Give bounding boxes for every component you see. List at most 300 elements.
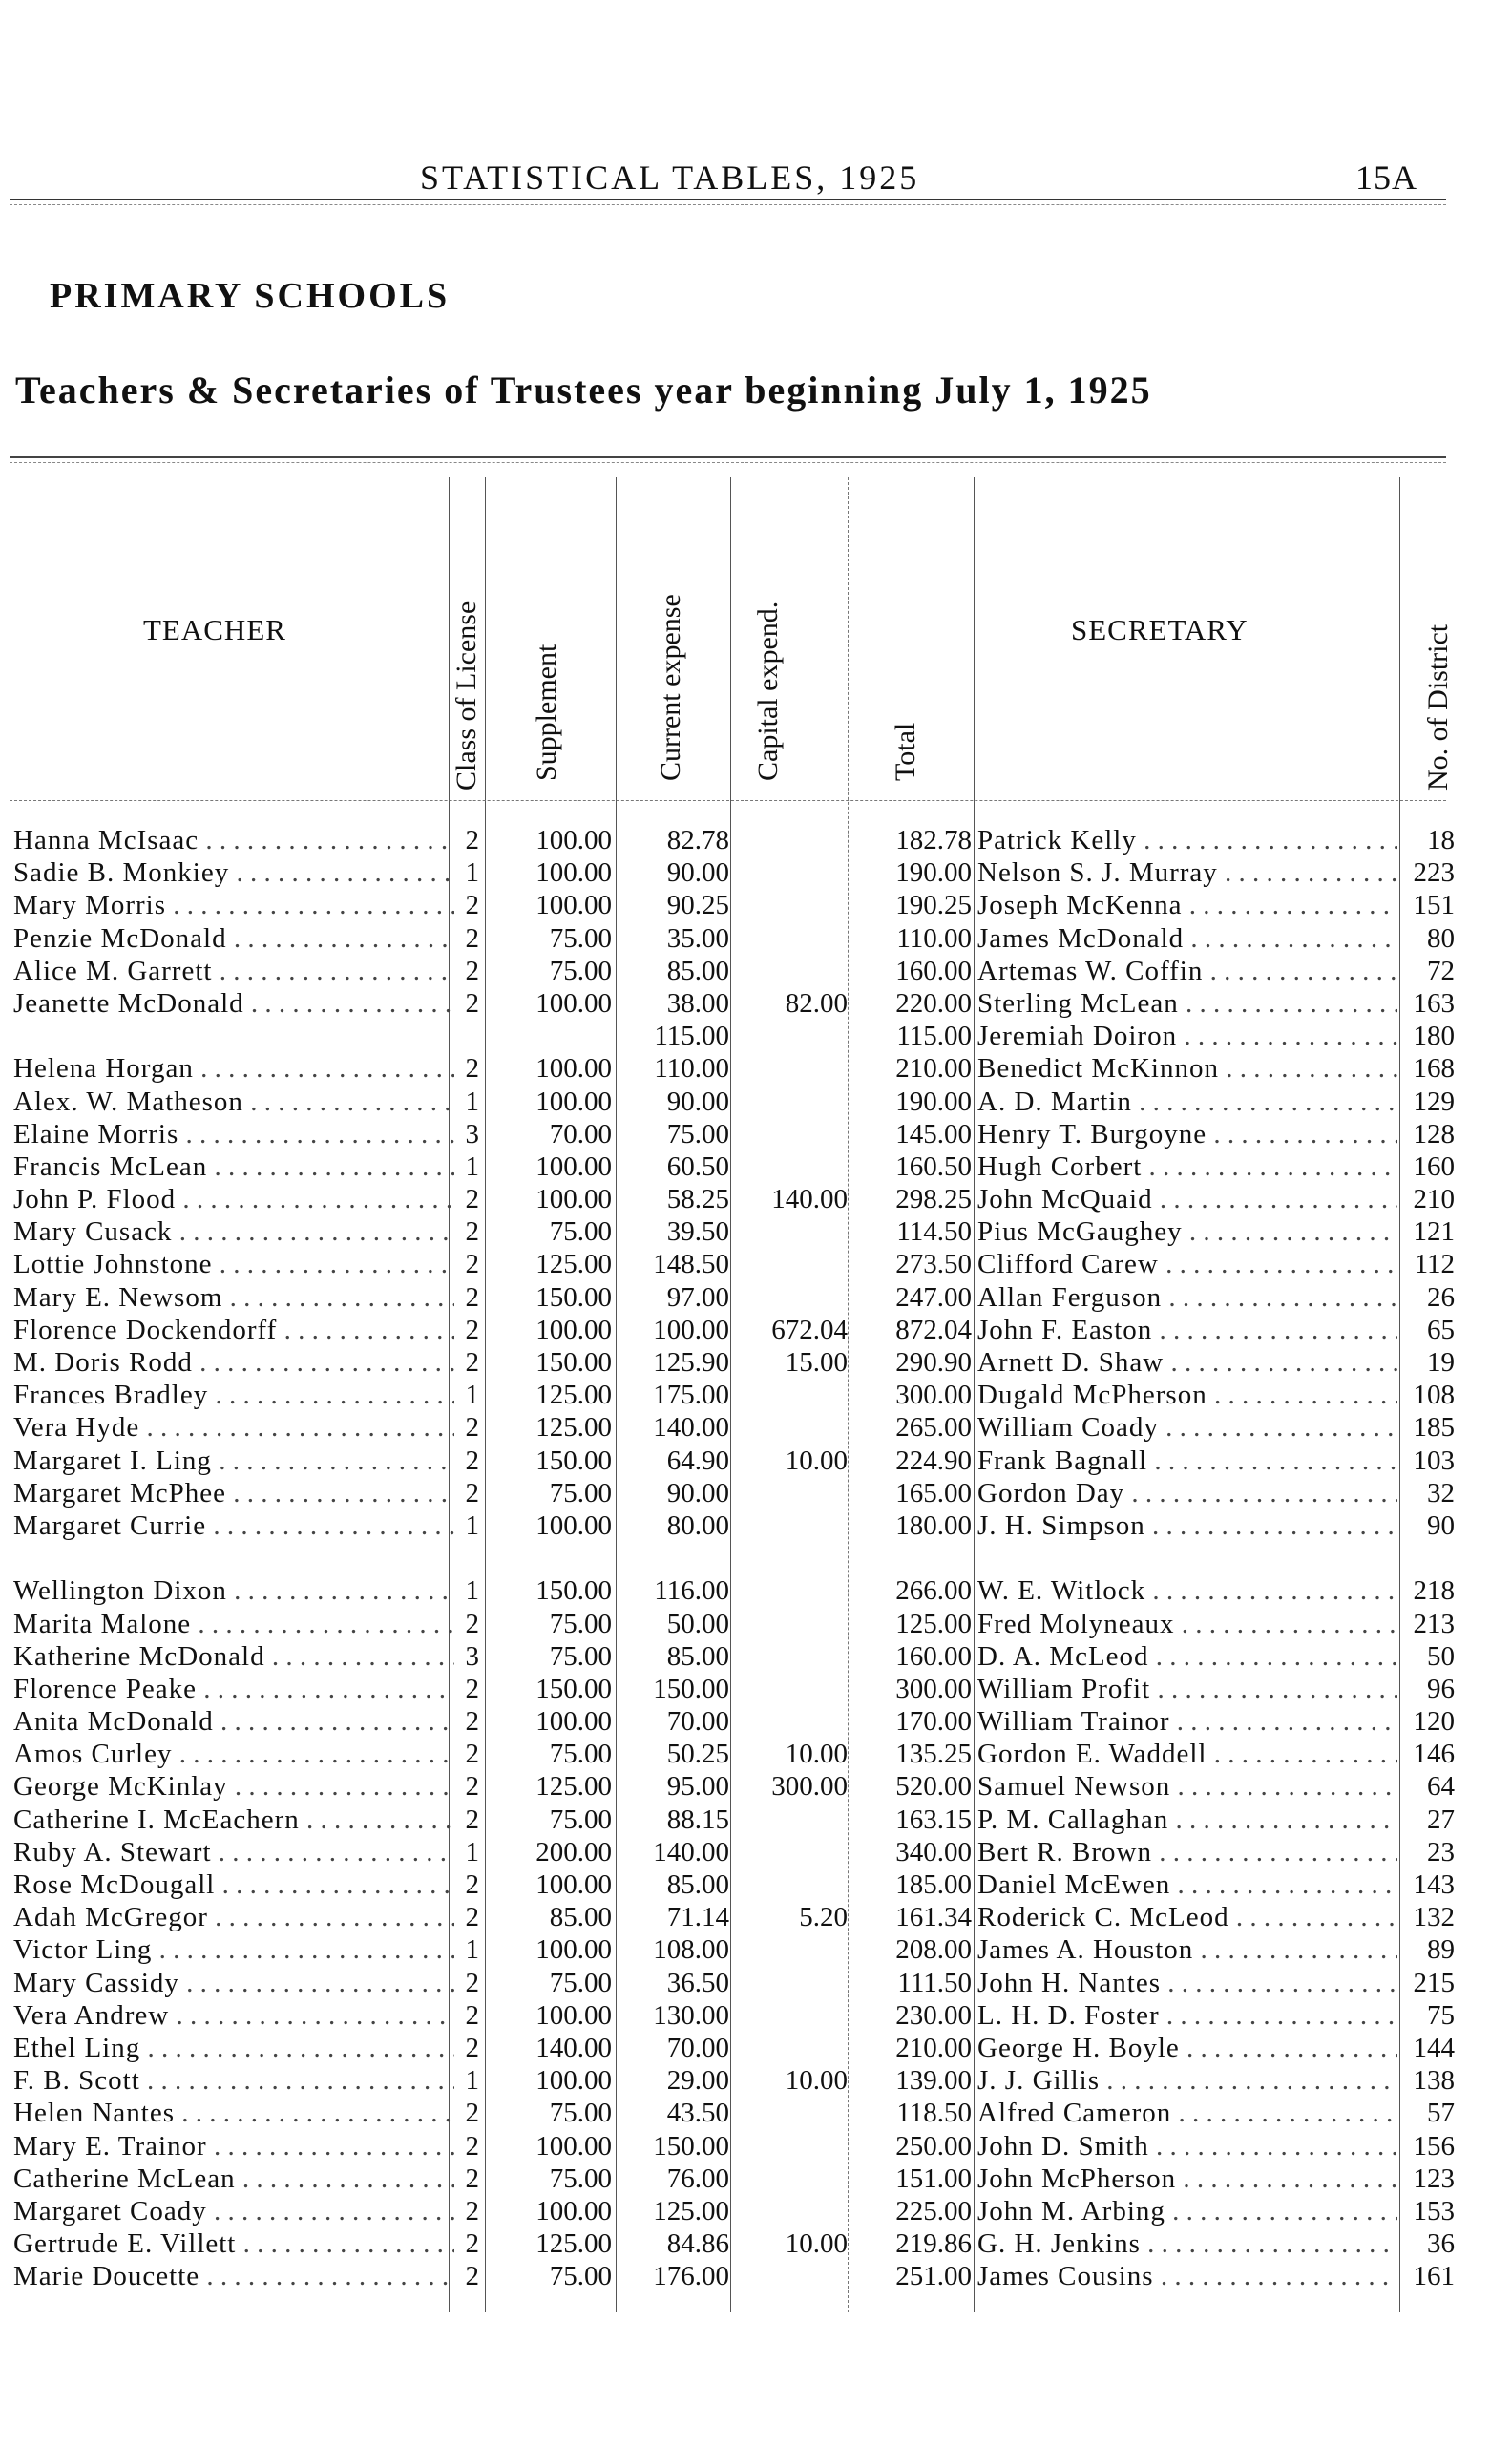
- total: 266.00: [895, 1575, 972, 1607]
- running-title: STATISTICAL TABLES, 1925: [420, 158, 920, 197]
- district-number: 129: [1413, 1086, 1455, 1117]
- total: 170.00: [895, 1706, 972, 1738]
- class-of-license: 1: [465, 1380, 479, 1411]
- teacher-name: Frances Bradley . . .: [13, 1379, 454, 1411]
- supplement: 100.00: [536, 825, 612, 855]
- district-number: 112: [1414, 1249, 1455, 1280]
- class-of-license: 2: [465, 2032, 479, 2063]
- supplement: 75.00: [549, 1640, 612, 1672]
- table-row: [0, 987, 1512, 1020]
- district-number: 161: [1413, 2261, 1455, 2292]
- secretary-name: Pius McGaughey . . .: [977, 1215, 1397, 1248]
- supplement: 100.00: [536, 2065, 612, 2097]
- district-number: 146: [1413, 1739, 1455, 1770]
- current-expense: 90.25: [666, 890, 729, 921]
- supplement: 150.00: [536, 1575, 612, 1607]
- class-of-license: 2: [465, 825, 479, 855]
- teacher-name: Gertrude E. Villett . . .: [13, 2227, 454, 2260]
- current-expense: 85.00: [666, 955, 729, 986]
- table-row: [0, 1086, 1512, 1118]
- district-number: 123: [1413, 2163, 1455, 2194]
- teacher-name: Alice M. Garrett . . .: [13, 955, 454, 987]
- header-bottom-rule: [10, 800, 1446, 801]
- teacher-name: Vera Andrew . . .: [13, 1999, 454, 2032]
- secretary-name: John M. Arbing . . .: [977, 2195, 1397, 2227]
- total: 182.78: [895, 825, 972, 855]
- class-of-license: 2: [465, 1216, 479, 1248]
- supplement: 125.00: [536, 1412, 612, 1444]
- secretary-name: James Cousins . . .: [977, 2260, 1397, 2292]
- class-of-license: 2: [465, 1281, 479, 1313]
- secretary-name: Artemas W. Coffin . . .: [977, 955, 1397, 987]
- supplement: 200.00: [536, 1836, 612, 1868]
- district-number: 180: [1413, 1021, 1455, 1052]
- teacher-name: Elaine Morris . . .: [13, 1118, 454, 1150]
- class-of-license: 3: [465, 1118, 479, 1150]
- current-expense: 36.50: [666, 1967, 729, 1998]
- capital-expend: 10.00: [785, 1739, 848, 1770]
- supplement: 100.00: [536, 1150, 612, 1182]
- total: 151.00: [895, 2163, 972, 2194]
- capital-expend: 5.20: [799, 1902, 848, 1933]
- table-row: [0, 1770, 1512, 1803]
- secretary-column-header: SECRETARY: [1071, 613, 1249, 646]
- capital-expend: 140.00: [771, 1184, 848, 1215]
- secretary-name: Gordon Day . . .: [977, 1477, 1397, 1509]
- total: 160.50: [895, 1150, 972, 1182]
- district-number: 210: [1413, 1184, 1455, 1215]
- current-expense: 150.00: [653, 1673, 729, 1704]
- table-row: [0, 1346, 1512, 1379]
- current-expense: 75.00: [666, 1118, 729, 1150]
- supplement: 100.00: [536, 1314, 612, 1345]
- current-expense: 116.00: [654, 1575, 729, 1607]
- supplement: 140.00: [536, 2032, 612, 2063]
- table-row: [0, 1477, 1512, 1509]
- supplement: 150.00: [536, 1347, 612, 1378]
- total: 190.25: [895, 890, 972, 921]
- table-row: [0, 1215, 1512, 1248]
- class-of-license: 2: [465, 1673, 479, 1704]
- no-of-district-header: No. of District: [1422, 623, 1454, 791]
- table-row: [0, 889, 1512, 921]
- secretary-name: A. D. Martin . . .: [977, 1086, 1397, 1118]
- current-expense: 76.00: [666, 2163, 729, 2194]
- table-row: [0, 824, 1512, 856]
- current-expense: 84.86: [666, 2228, 729, 2260]
- secretary-name: James McDonald . . .: [977, 922, 1397, 955]
- secretary-name: Benedict McKinnon . . .: [977, 1052, 1397, 1085]
- district-number: 132: [1413, 1902, 1455, 1933]
- table-row: [0, 2097, 1512, 2129]
- teacher-name: Mary Morris . . .: [13, 889, 454, 921]
- teacher-name: Amos Curley . . .: [13, 1738, 454, 1770]
- total: 114.50: [896, 1216, 972, 1248]
- current-expense: 85.00: [666, 1869, 729, 1901]
- district-number: 26: [1427, 1281, 1455, 1313]
- capital-expend: 10.00: [785, 2065, 848, 2097]
- district-number: 36: [1427, 2228, 1455, 2260]
- class-of-license: 2: [465, 1706, 479, 1738]
- table-row: [0, 1804, 1512, 1836]
- teacher-name: Jeanette McDonald . . .: [13, 987, 454, 1020]
- supplement: 100.00: [536, 1934, 612, 1966]
- supplement: 75.00: [549, 1608, 612, 1639]
- table-row: [0, 1379, 1512, 1411]
- current-expense: 39.50: [666, 1216, 729, 1248]
- district-number: 32: [1427, 1477, 1455, 1509]
- secretary-name: Frank Bagnall . . .: [977, 1445, 1397, 1477]
- district-number: 103: [1413, 1445, 1455, 1476]
- supplement: 100.00: [536, 1999, 612, 2031]
- table-row: [0, 1052, 1512, 1085]
- total: 145.00: [895, 1118, 972, 1150]
- secretary-name: Hugh Corbert . . .: [977, 1150, 1397, 1183]
- total: 135.25: [895, 1739, 972, 1770]
- secretary-name: W. E. Witlock . . .: [977, 1574, 1397, 1607]
- teacher-name: Catherine McLean . . .: [13, 2163, 454, 2195]
- teacher-name: Francis McLean . . .: [13, 1150, 454, 1183]
- table-subtitle: Teachers & Secretaries of Trustees year beginning July 1, 1925: [15, 369, 1152, 412]
- district-number: 89: [1427, 1934, 1455, 1966]
- current-expense: 38.00: [666, 987, 729, 1019]
- class-of-license: 1: [465, 857, 479, 889]
- class-of-license: 2: [465, 1477, 479, 1509]
- supplement: 100.00: [536, 890, 612, 921]
- teacher-name: Hanna McIsaac . . .: [13, 824, 454, 856]
- class-of-license: 2: [465, 1804, 479, 1835]
- table-row: [0, 1248, 1512, 1280]
- class-of-license: 2: [465, 1869, 479, 1901]
- supplement: 75.00: [549, 922, 612, 954]
- current-expense: 115.00: [654, 1021, 729, 1052]
- total: 872.04: [895, 1314, 972, 1345]
- district-number: 121: [1413, 1216, 1455, 1248]
- teachers-table-body: [0, 824, 1512, 2292]
- page-number: 15A: [1355, 158, 1418, 197]
- secretary-name: Roderick C. McLeod . . .: [977, 1901, 1397, 1933]
- current-expense: 50.00: [666, 1608, 729, 1639]
- current-expense-header: Current expense: [655, 594, 686, 781]
- class-of-license: 1: [465, 1150, 479, 1182]
- teacher-name: George McKinlay . . .: [13, 1770, 454, 1803]
- current-expense: 176.00: [653, 2261, 729, 2292]
- supplement: 100.00: [536, 1086, 612, 1117]
- teacher-column-header: TEACHER: [143, 613, 286, 646]
- supplement: 75.00: [549, 2098, 612, 2129]
- supplement: 85.00: [549, 1902, 612, 1933]
- secretary-name: Joseph McKenna . . .: [977, 889, 1397, 921]
- section-title: PRIMARY SCHOOLS: [50, 276, 451, 316]
- teacher-name: Mary E. Newsom . . .: [13, 1281, 454, 1314]
- current-expense: 58.25: [666, 1184, 729, 1215]
- current-expense: 82.78: [666, 825, 729, 855]
- class-of-license: 2: [465, 955, 479, 986]
- teacher-name: Margaret Currie . . .: [13, 1509, 454, 1542]
- teacher-name: Helen Nantes . . .: [13, 2097, 454, 2129]
- secretary-name: John H. Nantes . . .: [977, 1967, 1397, 1999]
- district-number: 144: [1413, 2032, 1455, 2063]
- table-top-rule-dashed: [10, 462, 1446, 463]
- total: 163.15: [895, 1804, 972, 1835]
- teacher-name: Margaret Coady . . .: [13, 2195, 454, 2227]
- table-row: [0, 1901, 1512, 1933]
- supplement: 100.00: [536, 987, 612, 1019]
- table-row: [0, 2032, 1512, 2064]
- table-row: [0, 1150, 1512, 1183]
- secretary-name: Nelson S. J. Murray . . .: [977, 856, 1397, 889]
- current-expense: 90.00: [666, 1086, 729, 1117]
- secretary-name: George H. Boyle . . .: [977, 2032, 1397, 2064]
- class-of-license: 2: [465, 1739, 479, 1770]
- district-number: 65: [1427, 1314, 1455, 1345]
- class-of-license: 2: [465, 1347, 479, 1378]
- total: 118.50: [896, 2098, 972, 2129]
- secretary-name: Jeremiah Doiron . . .: [977, 1020, 1397, 1052]
- total: 139.00: [895, 2065, 972, 2097]
- supplement: 125.00: [536, 1771, 612, 1803]
- district-number: 120: [1413, 1706, 1455, 1738]
- capital-expend: 672.04: [771, 1314, 848, 1345]
- current-expense: 148.50: [653, 1249, 729, 1280]
- teacher-name: Ethel Ling . . .: [13, 2032, 454, 2064]
- district-number: 185: [1413, 1412, 1455, 1444]
- secretary-name: J. J. Gillis . . .: [977, 2064, 1397, 2097]
- current-expense: 140.00: [653, 1836, 729, 1868]
- current-expense: 108.00: [653, 1934, 729, 1966]
- district-number: 80: [1427, 922, 1455, 954]
- total: 225.00: [895, 2195, 972, 2226]
- class-of-license: 2: [465, 1967, 479, 1998]
- table-row: [0, 1183, 1512, 1215]
- table-row: [0, 1411, 1512, 1444]
- total: 220.00: [895, 987, 972, 1019]
- total: 290.90: [895, 1347, 972, 1378]
- capital-expend-header: Capital expend.: [752, 601, 784, 781]
- total: 520.00: [895, 1771, 972, 1803]
- current-expense: 80.00: [666, 1509, 729, 1541]
- total: 300.00: [895, 1380, 972, 1411]
- supplement: 75.00: [549, 1804, 612, 1835]
- current-expense: 43.50: [666, 2098, 729, 2129]
- supplement-header: Supplement: [531, 644, 562, 781]
- current-expense: 100.00: [653, 1314, 729, 1345]
- teacher-name: Marita Malone . . .: [13, 1608, 454, 1640]
- secretary-name: P. M. Callaghan . . .: [977, 1804, 1397, 1836]
- secretary-name: Bert R. Brown . . .: [977, 1836, 1397, 1868]
- teacher-name: M. Doris Rodd . . .: [13, 1346, 454, 1379]
- current-expense: 70.00: [666, 2032, 729, 2063]
- table-row: [0, 1868, 1512, 1901]
- current-expense: 125.90: [653, 1347, 729, 1378]
- supplement: 75.00: [549, 2261, 612, 2292]
- secretary-name: Arnett D. Shaw . . .: [977, 1346, 1397, 1379]
- secretary-name: Allan Ferguson . . .: [977, 1281, 1397, 1314]
- current-expense: 140.00: [653, 1412, 729, 1444]
- table-row: [0, 1705, 1512, 1738]
- class-of-license: 2: [465, 1902, 479, 1933]
- secretary-name: John F. Easton . . .: [977, 1314, 1397, 1346]
- running-head: [0, 158, 1512, 196]
- class-of-license: 1: [465, 1086, 479, 1117]
- total: 115.00: [896, 1021, 972, 1052]
- secretary-name: William Coady . . .: [977, 1411, 1397, 1444]
- current-expense: 90.00: [666, 1477, 729, 1509]
- current-expense: 97.00: [666, 1281, 729, 1313]
- supplement: 75.00: [549, 1216, 612, 1248]
- total: 110.00: [896, 922, 972, 954]
- header-rule: [10, 199, 1446, 200]
- district-number: 223: [1413, 857, 1455, 889]
- class-of-license: 2: [465, 1249, 479, 1280]
- secretary-name: Henry T. Burgoyne . . .: [977, 1118, 1397, 1150]
- class-of-license: 2: [465, 922, 479, 954]
- district-number: 18: [1427, 825, 1455, 855]
- class-of-license: 2: [465, 2163, 479, 2194]
- secretary-name: Clifford Carew . . .: [977, 1248, 1397, 1280]
- class-of-license: 2: [465, 1445, 479, 1476]
- district-number: 160: [1413, 1150, 1455, 1182]
- secretary-name: L. H. D. Foster . . .: [977, 1999, 1397, 2032]
- total: 185.00: [895, 1869, 972, 1901]
- table-row: [0, 1445, 1512, 1477]
- table-row: [0, 1933, 1512, 1966]
- total-header: Total: [890, 722, 921, 781]
- supplement: 150.00: [536, 1445, 612, 1476]
- secretary-name: John McQuaid . . .: [977, 1183, 1397, 1215]
- capital-expend: 10.00: [785, 1445, 848, 1476]
- secretary-name: Daniel McEwen . . .: [977, 1868, 1397, 1901]
- supplement: 75.00: [549, 1967, 612, 1998]
- supplement: 75.00: [549, 955, 612, 986]
- class-of-license: 2: [465, 1608, 479, 1639]
- teacher-name: Sadie B. Monkiey . . .: [13, 856, 454, 889]
- teacher-name: Margaret I. Ling . . .: [13, 1445, 454, 1477]
- secretary-name: William Trainor . . .: [977, 1705, 1397, 1738]
- district-number: 90: [1427, 1509, 1455, 1541]
- class-of-license: 2: [465, 2098, 479, 2129]
- class-of-license: 2: [465, 1314, 479, 1345]
- table-row: [0, 2064, 1512, 2097]
- current-expense: 29.00: [666, 2065, 729, 2097]
- district-number: 19: [1427, 1347, 1455, 1378]
- total: 224.90: [895, 1445, 972, 1476]
- table-row: [0, 2195, 1512, 2227]
- current-expense: 88.15: [666, 1804, 729, 1835]
- district-number: 151: [1413, 890, 1455, 921]
- total: 190.00: [895, 1086, 972, 1117]
- current-expense: 64.90: [666, 1445, 729, 1476]
- teacher-name: Catherine I. McEachern . . .: [13, 1804, 454, 1836]
- total: 247.00: [895, 1281, 972, 1313]
- total: 265.00: [895, 1412, 972, 1444]
- capital-expend: 82.00: [785, 987, 848, 1019]
- teacher-name: F. B. Scott . . .: [13, 2064, 454, 2097]
- table-row: [0, 1967, 1512, 1999]
- total: 298.25: [895, 1184, 972, 1215]
- teacher-name: Vera Hyde . . .: [13, 1411, 454, 1444]
- supplement: 150.00: [536, 1673, 612, 1704]
- current-expense: 150.00: [653, 2130, 729, 2162]
- current-expense: 95.00: [666, 1771, 729, 1803]
- supplement: 100.00: [536, 1053, 612, 1085]
- secretary-name: Sterling McLean . . .: [977, 987, 1397, 1020]
- class-of-license: 1: [465, 2065, 479, 2097]
- capital-expend: 300.00: [771, 1771, 848, 1803]
- teacher-name: Mary Cassidy . . .: [13, 1967, 454, 1999]
- district-number: 138: [1413, 2065, 1455, 2097]
- table-row: [0, 1281, 1512, 1314]
- secretary-name: John McPherson . . .: [977, 2163, 1397, 2195]
- teacher-name: Alex. W. Matheson . . .: [13, 1086, 454, 1118]
- current-expense: 130.00: [653, 1999, 729, 2031]
- teacher-name: John P. Flood . . .: [13, 1183, 454, 1215]
- district-number: 128: [1413, 1118, 1455, 1150]
- table-row: [0, 955, 1512, 987]
- total: 340.00: [895, 1836, 972, 1868]
- total: 111.50: [897, 1967, 972, 1998]
- secretary-name: G. H. Jenkins . . .: [977, 2227, 1397, 2260]
- teacher-name: Marie Doucette . . .: [13, 2260, 454, 2292]
- teacher-name: Adah McGregor . . .: [13, 1901, 454, 1933]
- district-number: 143: [1413, 1869, 1455, 1901]
- table-row: [0, 1509, 1512, 1542]
- total: 161.34: [895, 1902, 972, 1933]
- district-number: 75: [1427, 1999, 1455, 2031]
- table-row: [0, 1314, 1512, 1346]
- secretary-name: Patrick Kelly . . .: [977, 824, 1397, 856]
- table-row: [0, 856, 1512, 889]
- table-row: [0, 1020, 1512, 1052]
- table-row: [0, 922, 1512, 955]
- total: 210.00: [895, 1053, 972, 1085]
- current-expense: 35.00: [666, 922, 729, 954]
- district-number: 27: [1427, 1804, 1455, 1835]
- district-number: 64: [1427, 1771, 1455, 1803]
- table-row: [0, 2227, 1512, 2260]
- supplement: 100.00: [536, 857, 612, 889]
- table-row: [0, 1640, 1512, 1673]
- supplement: 100.00: [536, 1706, 612, 1738]
- class-of-license-header: Class of License: [451, 601, 482, 791]
- supplement: 100.00: [536, 1869, 612, 1901]
- district-number: 57: [1427, 2098, 1455, 2129]
- district-number: 213: [1413, 1608, 1455, 1639]
- table-row: [0, 2130, 1512, 2163]
- total: 273.50: [895, 1249, 972, 1280]
- teacher-name: Mary E. Trainor . . .: [13, 2130, 454, 2163]
- district-number: 23: [1427, 1836, 1455, 1868]
- secretary-name: Fred Molyneaux . . .: [977, 1608, 1397, 1640]
- current-expense: 125.00: [653, 2195, 729, 2226]
- teacher-name: Mary Cusack . . .: [13, 1215, 454, 1248]
- supplement: 75.00: [549, 1477, 612, 1509]
- district-number: 96: [1427, 1673, 1455, 1704]
- supplement: 100.00: [536, 2195, 612, 2226]
- class-of-license: 2: [465, 2130, 479, 2162]
- total: 210.00: [895, 2032, 972, 2063]
- secretary-name: Samuel Newson . . .: [977, 1770, 1397, 1803]
- current-expense: 50.25: [666, 1739, 729, 1770]
- class-of-license: 2: [465, 890, 479, 921]
- current-expense: 70.00: [666, 1706, 729, 1738]
- total: 251.00: [895, 2261, 972, 2292]
- class-of-license: 1: [465, 1934, 479, 1966]
- table-row: [0, 1836, 1512, 1868]
- current-expense: 90.00: [666, 857, 729, 889]
- class-of-license: 2: [465, 1412, 479, 1444]
- secretary-name: Gordon E. Waddell . . .: [977, 1738, 1397, 1770]
